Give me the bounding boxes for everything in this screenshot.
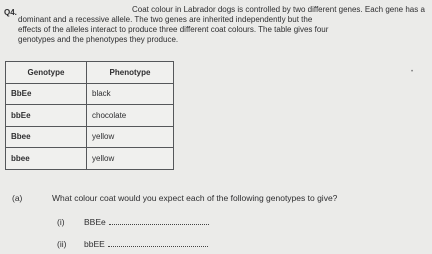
phenotype-cell: black (87, 83, 174, 105)
intro-line: genotypes and the phenotypes they produce. (18, 35, 179, 44)
answer-line-i[interactable] (109, 217, 209, 225)
part-a-label: (a) (12, 193, 23, 203)
sub-question-ii (57, 239, 208, 249)
table-row (6, 126, 174, 148)
genotype-cell: BbEe (6, 83, 87, 105)
phenotype-header: Phenotype (87, 62, 174, 84)
phenotype-cell: yellow (87, 148, 174, 170)
intro-line: Coat colour in Labrador dogs is controlled by two different genes. Each gene has a (132, 5, 425, 14)
question-intro (18, 5, 430, 45)
sub-question-genotype: BBEe (84, 217, 106, 227)
answer-line-ii[interactable] (108, 239, 208, 247)
table-header-row (6, 62, 174, 84)
intro-line: effects of the alleles interact to produce three different coat colours. The table gives four (18, 25, 329, 34)
phenotype-cell: yellow (87, 126, 174, 148)
genotype-cell: Bbee (6, 126, 87, 148)
part-a-text: What colour coat would you expect each of the following genotypes to give? (52, 193, 338, 203)
intro-line: dominant and a recessive allele. The two genes are inherited independently but the (18, 15, 313, 24)
genotype-cell: bbEe (6, 105, 87, 127)
genotype-cell: bbee (6, 148, 87, 170)
table-row (6, 105, 174, 127)
sub-question-label: (i) (57, 217, 65, 227)
genotype-phenotype-table (5, 61, 174, 170)
margin-mark: • (411, 69, 414, 75)
sub-question-i (57, 217, 209, 227)
question-number: Q4. (4, 8, 17, 17)
genotype-header: Genotype (6, 62, 87, 84)
phenotype-cell: chocolate (87, 105, 174, 127)
part-a-question (12, 193, 337, 203)
sub-question-label: (ii) (57, 239, 67, 249)
table-row (6, 83, 174, 105)
table-row (6, 148, 174, 170)
sub-question-genotype: bbEE (84, 239, 105, 249)
